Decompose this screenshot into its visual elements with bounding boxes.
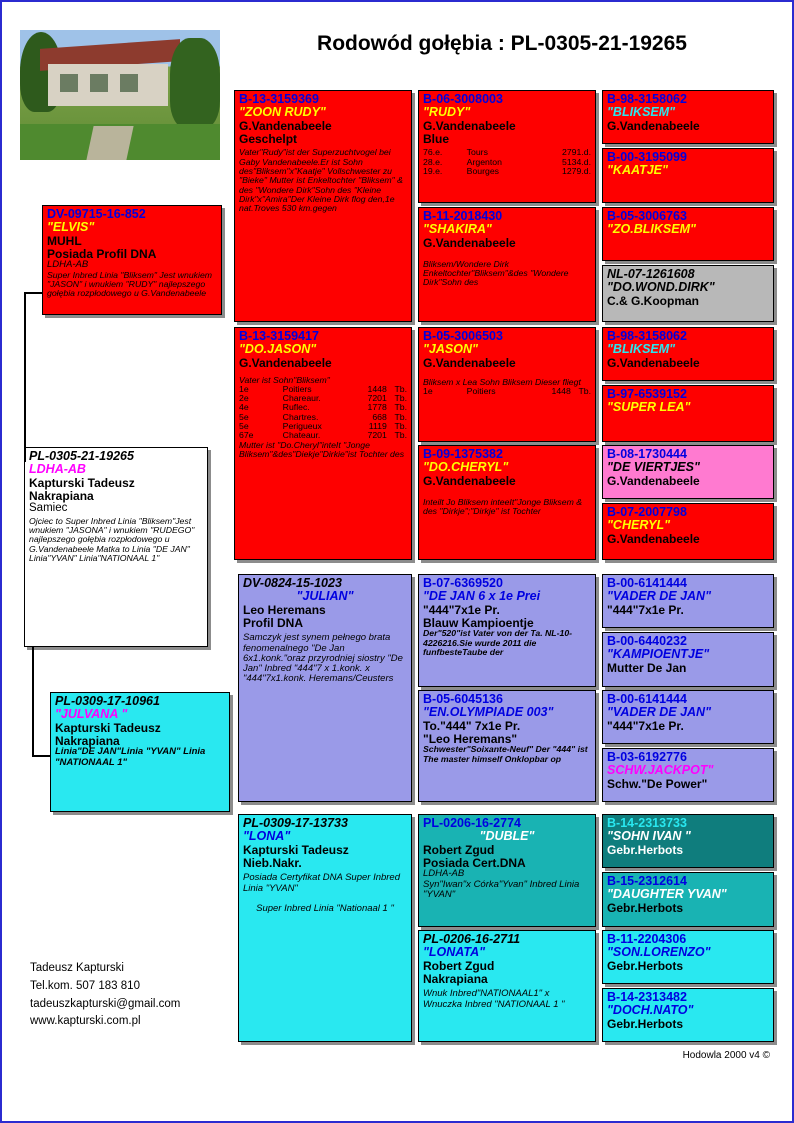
subject-sex: Samiec [29,502,68,515]
subject-card[interactable] [24,447,208,647]
ring: B-03-6192776 [607,750,687,764]
sire-notes: Super Inbred Linia "Bliksem" Jest wnukiem "JASON" i wnukiem "RUDY" najlepszego gołębia rozpłodowego u G.Vandenabeele [47,269,213,299]
result-row: 1e Poitiers 1448 Tb. [239,383,407,394]
result-row: 5e Perigueux 1119 Tb. [239,421,407,432]
nick: "DE JAN 6 x 1e Prei [423,589,541,604]
notes: Inteilt Jo Bliksem inteeIt"Jonge Bliksem & des "Dirkje";"Dirkje" ist Tochter [423,496,583,516]
ring: PL-0309-17-13733 [243,816,348,830]
nick: "LONATA" [423,945,486,960]
ring: NL-07-1261608 [607,267,695,281]
subject-notes: Ojciec to Super Inbred Linia "Bliksem"Jest wnukiem "JASONA" i wnukiem "RUDEGO" najlepszego gołębia rozpłodowego u G.Vandenabeele Matka to Linia "DE JAN" Linia"YVAN" Linia"NATIONAAL 1" [29,515,195,563]
nick: "VADER DE JAN" [607,705,711,720]
owner: Gebr.Herbots [607,900,684,915]
extra: Geschelpt [239,131,298,146]
extra: Posiada Cert.DNA [423,855,526,870]
ring: B-00-3195099 [607,150,687,164]
notes: Bliksem/Wondere Dirk Enkeltochter"Bliksem"&des "Wondere Dirk"Sohn des [423,258,569,288]
gen4-card-2[interactable] [602,148,774,203]
owner: G.Vandenabeele [607,118,700,133]
sire-ring: DV-09715-16-852 [47,207,146,221]
extra: Nieb.Nakr. [243,855,302,870]
connector-dam [32,647,34,757]
subject-line: LDHA-AB [29,462,86,477]
notes: Bliksem x Lea Sohn Bliksem Dieser fliegt [423,376,581,387]
gen4-card-12[interactable] [602,748,774,802]
gen3-card-7[interactable] [418,814,596,927]
ring: B-14-2313733 [607,816,687,830]
nick: "RUDY" [423,105,471,120]
gen4-card-4[interactable] [602,265,774,322]
result-row: 19.e. Bourges 1279.d. [423,166,591,176]
ring: B-98-3158062 [607,329,687,343]
nick: SCHW.JACKPOT" [607,763,714,778]
breeder-contact [30,960,180,1031]
nick: "JASON" [423,342,478,357]
gen3-card-5[interactable] [418,574,596,687]
breeder-phone: Tel.kom. 507 183 810 [30,979,140,992]
nick: "DOCH.NATO" [607,1003,694,1018]
ring: B-07-2007798 [607,505,687,519]
result-row: 76.e. Tours 2791.d. [423,147,591,158]
owner: G.Vandenabeele [607,531,700,546]
notes: Syn"Iwan"x Córka"Yvan" Inbred Linia "YVAN" [423,878,580,900]
owner: G.Vandenabeele [423,235,516,250]
owner: Schw."De Power" [607,776,708,791]
owner: Leo Heremans [243,602,326,617]
connector-dam-arm [32,755,50,757]
results-table [423,387,591,396]
nick: "JULIAN" [296,589,354,604]
dam-card[interactable] [50,692,230,812]
nick: "DE VIERTJES" [607,460,700,475]
owner: "444"7x1e Pr. [607,602,684,617]
ring: B-13-3159369 [239,92,319,106]
extra: Nakrapiana [423,971,488,986]
owner: G.Vandenabeele [423,473,516,488]
result-row: 1e Poitiers 1448 Tb. [423,385,591,396]
nick: "SOHN IVAN " [607,829,691,844]
sire-dna: Posiada Profil DNA [47,246,157,261]
nick: "EN.OLYMPIADE 003" [423,705,554,720]
nick: "DUBLE" [479,829,535,844]
ring: B-08-1730444 [607,447,687,461]
ring: B-14-2313482 [607,990,687,1004]
gen4-card-11[interactable] [602,690,774,744]
ring: B-00-6440232 [607,634,687,648]
ring: B-00-6141444 [607,576,687,590]
gen4-card-6[interactable] [602,385,774,442]
sire-owner: MUHL [47,233,82,248]
nick: "LONA" [243,829,291,844]
nick: "DO.JASON" [239,342,317,357]
ring: B-98-3158062 [607,92,687,106]
software-credit: Hodowla 2000 v4 © [682,1050,770,1061]
page-title: Rodowód gołębia : PL-0305-21-19265 [317,32,687,55]
gen4-card-15[interactable] [602,930,774,984]
result-row: 67e Chateaur. 7201 Tb. [239,430,407,441]
owner: Robert Zgud [423,842,495,857]
owner: Gebr.Herbots [607,842,684,857]
ring: B-11-2018430 [423,209,503,223]
owner: "444"7x1e Pr. [607,718,684,733]
ring: DV-0824-15-1023 [243,576,342,590]
gen4-card-9[interactable] [602,574,774,628]
notes: Schwester"Soixante-Neuf" Der "444" ist The master himself Onklopbar op [423,744,588,764]
owner: Gebr.Herbots [607,958,684,973]
notes: Wnuk Inbred"NATIONAAL1" x Wnuczka Inbred "NATIONAAL 1 " [423,988,565,1010]
nick: "BLIKSEM" [607,105,676,120]
ring: B-15-2312614 [607,874,687,888]
nick: "SON.LORENZO" [607,945,711,960]
extra: Profil DNA [243,615,303,630]
breeder-name: Tadeusz Kapturski [30,962,124,974]
gen4-card-10[interactable] [602,632,774,687]
sire-card[interactable] [42,205,222,315]
notes2: Mutter ist "Do.Cheryl"inteIt "Jonge Bliksem"&des"Diekje"Dirkie"ist Tochter des [239,439,405,459]
nick: "VADER DE JAN" [607,589,711,604]
owner: Gebr.Herbots [607,1016,684,1031]
nick: "ZOON RUDY" [239,105,326,120]
notes: Posiada Certyfikat DNA Super Inbred Linia "YVAN" [243,872,401,894]
nick: "SHAKIRA" [423,222,492,237]
ring: B-07-6369520 [423,576,503,590]
breeder-web[interactable]: www.kapturski.com.pl [30,1015,141,1028]
gen3-card-6[interactable] [418,690,596,802]
gen4-card-1[interactable] [602,90,774,144]
owner: G.Vandenabeele [423,355,516,370]
line: LDHA-AB [423,868,465,880]
notes: Vater"Rudy"ist der Superzuchtvogel bei Gaby Vandenabeele.Er ist Sohn des"Bliksem"x"Kaatje" Vollschwester zu "Bieke" Mutter ist Enkeltochter "Bliksem" & des "Wondere Dirk"Sohn des "Kleine Dirk"x"Amira"Der Kleine Dirk flog den,1e nat.Troves 530 km.gegen [239,147,403,214]
nick: "KAMPIOENTJE" [607,647,710,662]
results-table [239,385,407,441]
ring: B-13-3159417 [239,329,319,343]
gen3-card-2[interactable] [418,207,596,322]
results-table [423,148,591,176]
owner: "Leo Heremans" [423,731,518,746]
owner: G.Vandenabeele [423,118,516,133]
gen4-card-7[interactable] [602,445,774,499]
gen3-card-3[interactable] [418,327,596,442]
subject-city: Nakrapiana [29,488,94,503]
nick: "CHERYL" [607,518,671,533]
ring: B-05-6045136 [423,692,503,706]
notes: Vater ist Sohn"Bliksem" [239,374,330,385]
sire-nick: "ELVIS" [47,220,95,235]
nick: "DAUGHTER YVAN" [607,887,727,902]
gen4-card-3[interactable] [602,207,774,261]
owner: G.Vandenabeele [239,355,332,370]
owner: G.Vandenabeele [239,118,332,133]
extra: To."444" 7x1e Pr. [423,718,521,733]
ring: B-11-2204306 [607,932,687,946]
ring: B-06-3008003 [423,92,503,106]
ring: B-09-1375382 [423,447,503,461]
owner: C.& G.Koopman [607,293,699,308]
pedigree-page [2,2,792,1121]
gen4-card-16[interactable] [602,988,774,1042]
owner: Mutter De Jan [607,660,687,675]
result-row: 5e Chartres. 668 Tb. [239,411,407,422]
gen4-card-8[interactable] [602,503,774,560]
owner: Blauw Kampioentje [423,615,534,630]
nick: "DO.WOND.DIRK" [607,280,715,295]
extra: "444"7x1e Pr. [423,602,500,617]
ring: B-00-6141444 [607,692,687,706]
gen2-card-3[interactable] [238,574,412,802]
ring: PL-0206-16-2711 [423,932,521,946]
gen4-card-14[interactable] [602,872,774,927]
gen4-card-13[interactable] [602,814,774,868]
gen2-card-1[interactable] [234,90,412,322]
owner: Kapturski Tadeusz [243,842,349,857]
owner: G.Vandenabeele [607,473,700,488]
gen2-card-4[interactable] [238,814,412,1042]
notes: Der"520"ist Vater von der Ta. NL-10-4226216.Sie wurde 2011 die funfbesteTaube der [423,628,573,657]
nick: "BLIKSEM" [607,342,676,357]
gen3-card-8[interactable] [418,930,596,1042]
notes2: Super Inbred Linia "Nationaal 1 " [256,902,394,914]
dam-city: Nakrapiana [55,733,120,748]
ring: B-05-3006763 [607,209,687,223]
dam-owner: Kapturski Tadeusz [55,720,161,735]
nick: "ZO.BLIKSEM" [607,222,696,237]
ring: PL-0206-16-2774 [423,816,521,830]
breeder-email[interactable]: tadeuszkapturski@gmail.com [30,997,181,1010]
dam-ring: PL-0309-17-10961 [55,694,160,708]
sire-line: LDHA-AB [47,259,89,271]
connector-sire [24,292,26,462]
owner: G.Vandenabeele [607,355,700,370]
gen3-card-1[interactable] [418,90,596,203]
ring: B-05-3006503 [423,329,503,343]
nick: "SUPER LEA" [607,400,691,415]
extra: Blue [423,131,450,146]
gen4-card-5[interactable] [602,327,774,381]
gen2-card-2[interactable] [234,327,412,560]
owner: Robert Zgud [423,958,495,973]
connector-sire-arm [24,292,42,294]
gen3-card-4[interactable] [418,445,596,560]
nick: "KAATJE" [607,163,668,178]
subject-ring: PL-0305-21-19265 [29,449,134,463]
ring: B-97-6539152 [607,387,687,401]
notes: Samczyk jest synem pełnego brata fenomenalnego "De Jan 6x1.konk."oraz przyrodniej siostry "De Jan" Inbred "444"7 x 1.konk. x "444"7x1.konk. Heremans/Ceusters [243,632,403,685]
loft-photo [20,30,220,160]
dam-notes: Linia"DE JAN"Linia "YVAN" Linia "NATIONAAL 1" [55,746,206,768]
result-row: 4e Ruflec. 1778 Tb. [239,402,407,413]
result-row: 28.e. Argenton 5134.d. [423,156,591,167]
nick: "DO.CHERYL" [423,460,509,475]
result-row: 2e Chareaur. 7201 Tb. [239,393,407,404]
subject-owner: Kapturski Tadeusz [29,475,135,490]
dam-nick: "JULVANA " [55,707,128,722]
